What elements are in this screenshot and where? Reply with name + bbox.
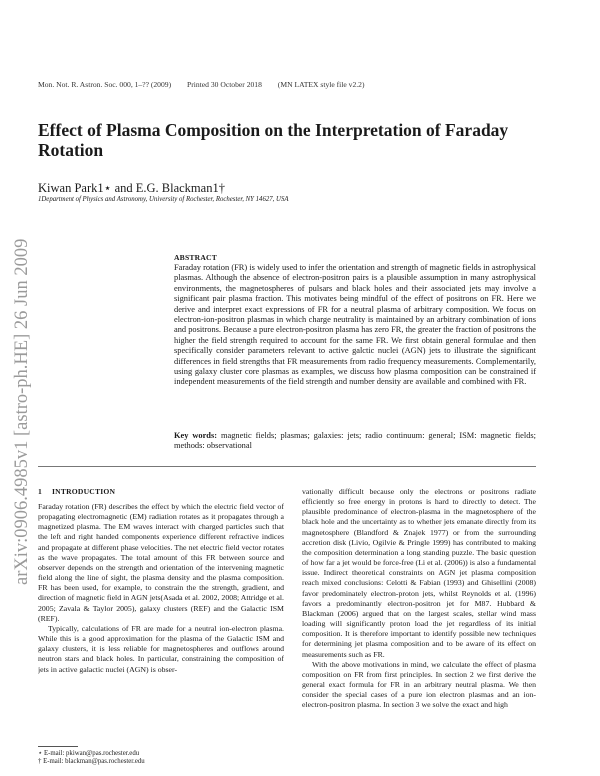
footnote-email-1: ⋆ E-mail: pkiwan@pas.rochester.edu <box>38 750 140 757</box>
section-heading <box>38 487 115 496</box>
affiliation: 1Department of Physics and Astronomy, University of Rochester, Rochester, NY 14627, USA <box>38 196 289 203</box>
author-list: Kiwan Park1⋆ and E.G. Blackman1† <box>38 181 225 195</box>
style-file: (MN LATEX style file v2.2) <box>277 80 365 89</box>
paragraph: With the above motivations in mind, we calculate the effect of plasma composition on FR from first principles. In section 2 we first derive the general exact formula for FR in an arbitrary neutral plasma. We then consider the special cases of a pure ion electron plasmas and an ion-electron-positron plasma. In section 3 we solve the exact and high <box>302 659 536 710</box>
running-header <box>38 80 378 89</box>
keywords <box>174 431 536 452</box>
abstract-heading: ABSTRACT <box>174 253 217 262</box>
journal-citation: Mon. Not. R. Astron. Soc. 000, 1–?? (2009) <box>38 80 172 89</box>
footnote-email-2: † E-mail: blackman@pas.rochester.edu <box>38 758 145 765</box>
keywords-label: Key words: <box>174 431 217 440</box>
paper-title: Effect of Plasma Composition on the Interpretation of Faraday Rotation <box>38 120 509 160</box>
abstract-text: Faraday rotation (FR) is widely used to infer the orientation and strength of magnetic fields in astrophysical plasmas. Although the absence of electron-positron pairs is a plausible assumption in many astrophysical environments, the magnetospheres of pulsars and black holes and their associated jets may involve a significant pair plasma fraction. This motivates being mindful of the effect of positrons on FR. Here we derive and interpret exact expressions of FR for a neutral plasma of arbitrary composition. We focus on electron-ion-positron plasmas in which charge neutrality is maintained by an arbitrary combination of ions and positrons. Because a pure electron-positron plasma has zero FR, the greater the fraction of positrons the higher the field strength required to account for the same FR. We first obtain general formulae and then specifically consider parameters relevant to active galctic nuclei (AGN) jets to illustrate the significant differences in field strengths that FR measurements from radio frequency measurements. Complementarily, using galaxy cluster core plasmas as examples, we discuss how plasma composition can be constrained if independent measurements of the field strength and number density are available and combined with FR. <box>174 263 536 387</box>
arxiv-identifier: arXiv:0906.4985v1 [astro-ph.HE] 26 Jun 2009 <box>12 238 32 585</box>
body-column-left <box>38 502 284 746</box>
footnote-rule <box>38 746 78 747</box>
section-divider <box>38 466 536 467</box>
paragraph: Typically, calculations of FR are made for a neutral ion-electron plasma. While this is a good approximation for the plasma of the Galactic ISM and galaxy clusters, it is less reliable for magnetospheres and outflows around neutron stars and black holes. In particular, constraining the composition of jets in active galactic nuclei (AGN) is obser- <box>38 623 284 674</box>
section-number: 1 <box>38 487 42 496</box>
section-title: INTRODUCTION <box>52 487 116 496</box>
printed-date: Printed 30 October 2018 <box>187 80 262 89</box>
body-column-right <box>302 487 536 769</box>
paragraph: Faraday rotation (FR) describes the effect by which the electric field vector of propagating electromagnetic (EM) radiation rotates as it propagates through a magnetized plasma. The EM waves interact with charged particles such that the left and right handed components experience different refractive indices and propagate at different phase velocities. The net electric field vector rotates as the wave propagates. The total amount of this FR between source and observer depends on the strength and orientation of the intervening magnetic field along the line of sight, the plasma density and the plasma composition. FR has been used, for example, to constrain the the strength, gradient, and direction of magnetic field in AGN jets(Asada et al. 2002, 2008; Attridge et al. 2005; Zavala & Taylor 2005), galaxy clusters (REF) and the Galactic ISM (REF). <box>38 502 284 623</box>
keywords-text: magnetic fields; plasmas; galaxies: jets; radio continuum: general; ISM: magnetic fields; methods: observational <box>174 431 536 451</box>
paragraph: vationally difficult because only the electrons or positrons radiate efficiently so free energy in protons is hard to directly to detect. The plausible predominance of electron-plasma in the magnetosphere of the black hole and the uncertainty as to whether jets emanate directly from its magnetosphere (Blandford & Znajek 1977) or from the surrounding accretion disk (Livio, Ogilvie & Pringle 1999) has contributed to making the composition determination a long standing puzzle. The basic question of how far a jet would be force-free (Li et al. (2006)) is also a fundamental issue. Indirect theoretical constraints on AGN jet plasma composition reach mixed conclusions: Celotti & Fabian (1993) and Ghisellini (2008) favor predominately electron-proton jets, whilst Reynolds et al. (1996) favors a predominantly electron-positron jet for M87. Hubbard & Blackman (2006) argued that on the largest scales, stellar wind mass loading will significantly proton load the jet regardless of its initial composition. It is therefore important to identify possible new techniques for determining jet plasma composition and to be aware of its effect on measurements such as FR. <box>302 487 536 659</box>
